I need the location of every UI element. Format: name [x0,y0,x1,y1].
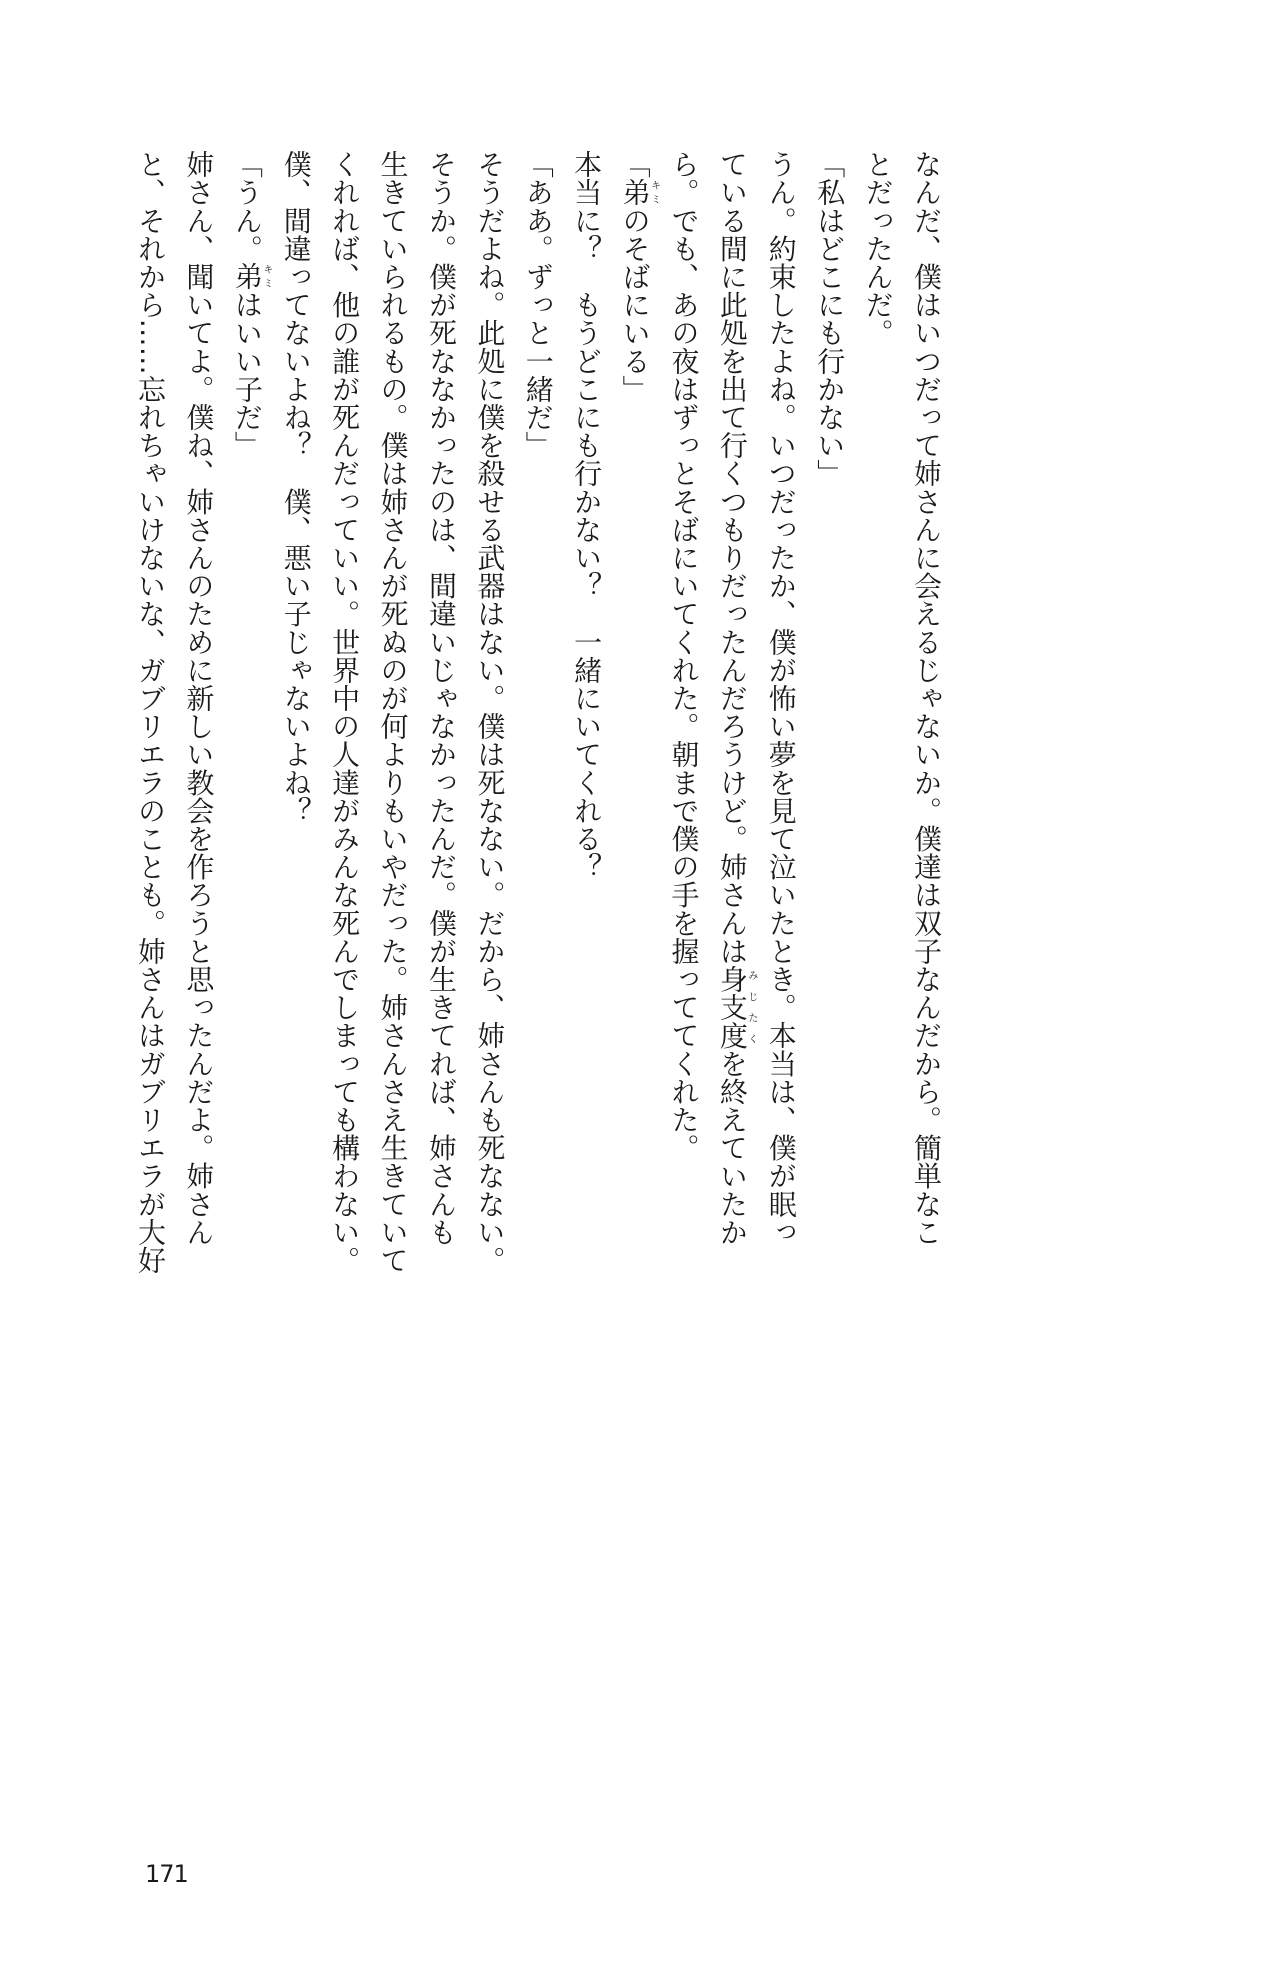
text-line: うん。約束したよね。いつだったか、僕が怖い夢を見て泣いたとき。本当は、僕が眠っ [764,150,798,1246]
text-line: 「ああ。ずっと一緒だ」 [521,150,555,460]
text-line: 生きていられるもの。僕は姉さんが死ぬのが何よりもいやだった。姉さんさえ生きていて [376,150,410,1274]
text-line: ら。でも、あの夜はずっとそばにいてくれた。朝まで僕の手を握っててくれた。 [667,150,701,1162]
text-segment: のそばにいる」 [618,206,652,403]
text-line: くれれば、他の誰が死んだっていい。世界中の人達がみんな死んでしまっても構わない。 [328,150,362,1274]
body-text [126,150,950,1290]
text-line: と、それから……忘れちゃいけないな、ガブリエラのことも。姉さんはガブリエラが大好 [134,150,167,1274]
text-line [222,150,271,1290]
text-line [707,150,756,1290]
ruby-reading: みじたく [745,964,757,1050]
ruby-word [230,262,272,291]
ruby-word [715,964,757,1050]
page-number: 171 [145,1860,188,1888]
text-segment: 「 [618,150,652,179]
text-segment: を終えていたか [715,1049,749,1246]
ruby-reading: キミ [648,178,660,207]
ruby-reading: キミ [260,262,272,291]
text-line: 本当に？ もうどこにも行かない？ 一緒にいてくれる？ [570,150,604,881]
text-line [610,150,659,1290]
text-segment: はいい子だ」 [230,290,264,460]
text-line: とだったんだ。 [861,150,895,347]
text-line: 僕、間違ってないよね？ 僕、悪い子じゃないよね？ [279,150,313,825]
text-segment: 「うん。 [230,150,264,263]
ruby-base: 身支度 [715,964,749,1050]
text-line: 姉さん、聞いてよ。僕ね、姉さんのために新しい教会を作ろうと思ったんだよ。姉さん [182,150,216,1246]
text-line: 「私はどこにも行かない」 [813,150,847,488]
text-line: そうか。僕が死ななかったのは、間違いじゃなかったんだ。僕が生きてれば、姉さんも [424,150,458,1246]
ruby-base: 弟 [618,178,652,207]
ruby-word [618,178,660,207]
ruby-base: 弟 [230,262,264,291]
text-line: そうだよね。此処に僕を殺せる武器はない。僕は死なない。だから、姉さんも死なない。 [473,150,507,1274]
text-segment: ている間に此処を出て行くつもりだったんだろうけど。姉さんは [715,150,749,965]
text-line: なんだ、僕はいつだって姉さんに会えるじゃないか。僕達は双子なんだから。簡単なこ [910,150,943,1246]
